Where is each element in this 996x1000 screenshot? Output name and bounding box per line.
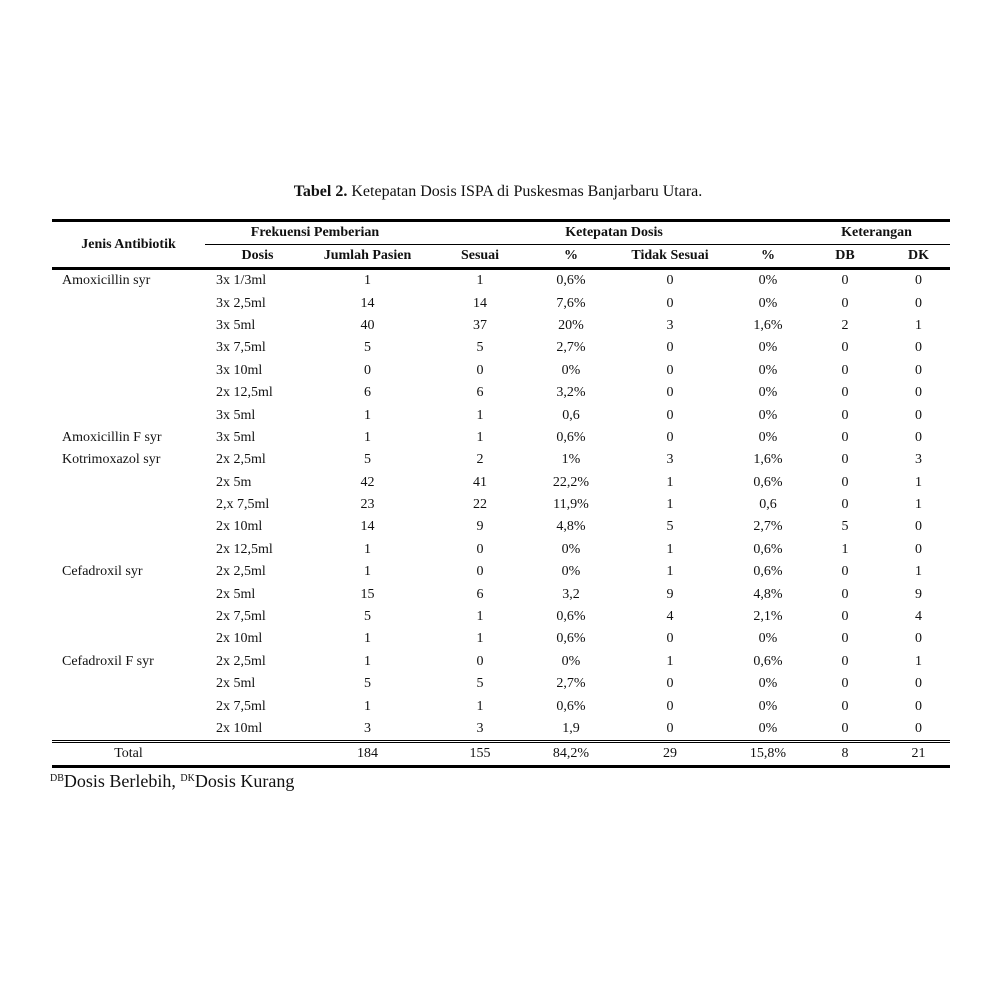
- table-cell: 5: [364, 676, 371, 692]
- table-row: [52, 337, 950, 359]
- table-cell: 0: [666, 631, 674, 647]
- table-cell: 0: [915, 698, 922, 714]
- table-cell: 1: [364, 407, 371, 423]
- table-cell: 14: [360, 295, 375, 311]
- table-cell: 0: [841, 631, 849, 647]
- table-cell: 2,7%: [556, 340, 586, 356]
- column-header: Jumlah Pasien: [310, 245, 425, 269]
- table-cell: 0%: [561, 564, 581, 580]
- table-cell: 0: [666, 676, 674, 692]
- table-cell: 0,6%: [556, 609, 586, 625]
- table-cell: [52, 404, 205, 426]
- table-cell: 2x 5ml: [216, 676, 256, 692]
- table-cell: 5: [666, 519, 674, 535]
- table-cell: 5: [841, 519, 849, 535]
- table-cell: 84,2%: [535, 742, 607, 767]
- table-cell: Cefadroxil F syr: [62, 653, 154, 669]
- table-cell: 1: [666, 541, 674, 557]
- table-cell: 5: [364, 340, 371, 356]
- table-cell: 2,1%: [753, 609, 783, 625]
- table-cell: 0: [915, 721, 922, 736]
- table-cell: 20%: [558, 317, 584, 333]
- table-cell: 3x 5ml: [216, 407, 256, 423]
- column-header: %: [535, 245, 607, 269]
- table-cell: [52, 337, 205, 359]
- footnote-db-sup: DB: [50, 773, 64, 784]
- table-cell: 3: [364, 721, 371, 736]
- header-ketepatan: Ketepatan Dosis: [425, 221, 803, 245]
- table-cell: 6: [476, 385, 484, 401]
- table-cell: 37: [473, 317, 487, 333]
- footnote: [50, 771, 294, 792]
- table-cell: 1%: [561, 452, 581, 468]
- table-cell: 42: [360, 474, 375, 490]
- table-cell: 3x 1/3ml: [216, 273, 267, 289]
- table-cell: 0: [666, 698, 674, 714]
- table-cell: [52, 583, 205, 605]
- table-cell: 0%: [758, 429, 778, 445]
- table-cell: 4,8%: [753, 586, 783, 602]
- table-cell: Kotrimoxazol syr: [62, 452, 161, 468]
- dose-accuracy-table: [52, 219, 950, 768]
- table-row: [52, 673, 950, 695]
- table-cell: 15: [360, 586, 375, 602]
- table-cell: 3: [476, 721, 484, 736]
- table-cell: 0: [666, 273, 674, 289]
- table-cell: 0: [915, 631, 922, 647]
- table-cell: 1: [476, 273, 484, 289]
- table-cell: 3x 7,5ml: [216, 340, 266, 356]
- table-cell: 1: [364, 653, 371, 669]
- table-cell: 0: [915, 295, 922, 311]
- table-cell: 29: [607, 742, 733, 767]
- table-cell: 2x 5m: [216, 474, 252, 490]
- table-cell: 0%: [758, 407, 778, 423]
- table-cell: 0: [915, 385, 922, 401]
- table-cell: 0: [915, 340, 922, 356]
- table-cell: 2x 7,5ml: [216, 698, 266, 714]
- table-row: [52, 427, 950, 449]
- table-cell: 0: [666, 340, 674, 356]
- table-cell: 0: [666, 362, 674, 378]
- table-cell: 1: [476, 698, 484, 714]
- table-cell: [52, 539, 205, 561]
- table-row: [52, 315, 950, 337]
- table-cell: 1: [915, 653, 922, 669]
- table-cell: 0: [666, 429, 674, 445]
- table-cell: 0,6%: [556, 631, 586, 647]
- column-header: Sesuai: [425, 245, 535, 269]
- table-cell: 0%: [561, 541, 581, 557]
- table-cell: 0,6: [759, 497, 777, 513]
- table-cell: 2: [476, 452, 484, 468]
- table-cell: 2x 2,5ml: [216, 653, 266, 669]
- table-row: [52, 494, 950, 516]
- table-cell: 0: [841, 295, 849, 311]
- table-cell: 0: [666, 295, 674, 311]
- table-cell: 1: [915, 474, 922, 490]
- table-cell: 0: [915, 519, 922, 535]
- table-row: [52, 651, 950, 673]
- table-cell: 1: [476, 631, 484, 647]
- table-row: [52, 292, 950, 314]
- table-cell: 7,6%: [556, 295, 586, 311]
- table-cell: 41: [473, 474, 487, 490]
- table-cell: 1: [364, 631, 371, 647]
- table-cell: 0: [841, 586, 849, 602]
- column-header: DK: [887, 245, 950, 269]
- table-cell: [52, 472, 205, 494]
- table-cell: 22: [473, 497, 487, 513]
- table-cell: 2x 12,5ml: [216, 541, 273, 557]
- table-row: [52, 695, 950, 717]
- table-cell: 0: [841, 474, 849, 490]
- table-cell: 1: [364, 429, 371, 445]
- header-keterangan: Keterangan: [803, 221, 950, 245]
- table-cell: 9: [915, 586, 922, 602]
- column-header: Dosis: [205, 245, 310, 269]
- table-row: [52, 516, 950, 538]
- table-cell: 0%: [758, 631, 778, 647]
- table-cell: 3x 10ml: [216, 362, 263, 378]
- total-row: [52, 742, 950, 767]
- table-cell: 0: [915, 407, 922, 423]
- footnote-dk-sup: DK: [180, 773, 195, 784]
- table-cell: 3: [915, 452, 922, 468]
- table-cell: 0: [364, 362, 371, 378]
- table-cell: 0%: [758, 385, 778, 401]
- table-row: [52, 472, 950, 494]
- table-cell: 9: [476, 519, 484, 535]
- table-cell: 0: [841, 340, 849, 356]
- table-cell: [52, 292, 205, 314]
- table-cell: 0%: [758, 273, 778, 289]
- header-frekuensi: Frekuensi Pemberian: [205, 221, 425, 245]
- table-cell: 0%: [561, 362, 581, 378]
- table-cell: 4: [666, 609, 674, 625]
- table-cell: [52, 628, 205, 650]
- table-row: [52, 606, 950, 628]
- table-cell: 2x 5ml: [216, 586, 256, 602]
- table-cell: 0: [841, 452, 849, 468]
- table-row: [52, 269, 950, 293]
- header-jenis: Jenis Antibiotik: [52, 221, 205, 269]
- table-cell: 0: [841, 653, 849, 669]
- table-cell: 0: [915, 429, 922, 445]
- table-cell: [52, 360, 205, 382]
- table-cell: [52, 606, 205, 628]
- table-cell: 2x 10ml: [216, 631, 263, 647]
- table-row: [52, 360, 950, 382]
- table-cell: 1: [666, 474, 674, 490]
- table-cell: 3x 2,5ml: [216, 295, 266, 311]
- table-cell: 2,7%: [556, 676, 586, 692]
- table-cell: 0: [666, 407, 674, 423]
- table-cell: Amoxicillin F syr: [62, 429, 162, 445]
- table-cell: [52, 315, 205, 337]
- table-cell: 1: [666, 653, 674, 669]
- table-cell: 1: [476, 407, 484, 423]
- table-cell: 0: [666, 385, 674, 401]
- table-cell: 5: [364, 452, 371, 468]
- table-cell: 0: [841, 609, 849, 625]
- table-cell: 2x 7,5ml: [216, 609, 266, 625]
- table-cell: 2x 10ml: [216, 519, 263, 535]
- footnote-dk-text: Dosis Kurang: [194, 771, 295, 791]
- table-cell: 5: [476, 340, 484, 356]
- table-cell: 0%: [758, 295, 778, 311]
- table-cell: 1: [364, 541, 371, 557]
- table-cell: 0%: [758, 721, 778, 736]
- table-cell: 4: [915, 609, 922, 625]
- table-cell: 1: [915, 317, 922, 333]
- table-caption: [0, 183, 996, 201]
- table-cell: 8: [803, 742, 887, 767]
- table-cell: Amoxicillin syr: [62, 273, 151, 289]
- table-cell: 0: [915, 362, 922, 378]
- table-cell: 6: [364, 385, 371, 401]
- table-cell: 1,6%: [753, 452, 783, 468]
- table-cell: 0: [841, 362, 849, 378]
- table-cell: 0: [915, 676, 922, 692]
- table-cell: 0: [841, 676, 849, 692]
- table-cell: 0%: [758, 676, 778, 692]
- table-cell: 0: [476, 653, 484, 669]
- table-cell: 0: [841, 564, 849, 580]
- table-cell: 0: [841, 273, 849, 289]
- table-cell: 3: [666, 452, 674, 468]
- table-cell: 14: [473, 295, 487, 311]
- table-cell: 0,6: [562, 407, 580, 423]
- table-cell: 0,6%: [753, 541, 783, 557]
- table-cell: 40: [360, 317, 375, 333]
- table-cell: 1: [666, 564, 674, 580]
- table-cell: 15,8%: [733, 742, 803, 767]
- table-cell: 2x 10ml: [216, 721, 263, 736]
- table-cell: 2: [841, 317, 849, 333]
- table-cell: [52, 718, 205, 742]
- table-cell: 0%: [758, 340, 778, 356]
- table-cell: 2x 2,5ml: [216, 452, 266, 468]
- table-cell: 3: [666, 317, 674, 333]
- table-cell: 6: [476, 586, 484, 602]
- table-cell: 2x 12,5ml: [216, 385, 273, 401]
- caption-label: Tabel 2.: [293, 183, 348, 200]
- caption-text: Ketepatan Dosis ISPA di Puskesmas Banjarbaru Utara.: [347, 183, 703, 200]
- table-cell: 3x 5ml: [216, 429, 256, 445]
- table-row: [52, 561, 950, 583]
- table-cell: 0,6%: [556, 698, 586, 714]
- table-row: [52, 628, 950, 650]
- table-cell: [52, 695, 205, 717]
- table-cell: 1: [841, 541, 849, 557]
- table-row: [52, 539, 950, 561]
- table-cell: 0: [666, 721, 674, 736]
- table-row: [52, 449, 950, 471]
- table-cell: 1,9: [562, 721, 580, 736]
- table-cell: 14: [360, 519, 375, 535]
- table-cell: 0: [476, 564, 484, 580]
- table-cell: 0,6%: [753, 564, 783, 580]
- table-cell: 0: [841, 429, 849, 445]
- table-cell: 1: [666, 497, 674, 513]
- table-cell: 0,6%: [556, 429, 586, 445]
- table-cell: [52, 382, 205, 404]
- table-cell: 4,8%: [556, 519, 586, 535]
- table-cell: 0: [476, 541, 484, 557]
- table-cell: 1: [915, 564, 922, 580]
- table-cell: Cefadroxil syr: [62, 564, 143, 580]
- table-cell: 0: [476, 362, 484, 378]
- table-cell: 0%: [758, 698, 778, 714]
- column-header: Tidak Sesuai: [607, 245, 733, 269]
- table-cell: 11,9%: [553, 497, 589, 513]
- table-cell: 1: [364, 564, 371, 580]
- table-cell: 9: [666, 586, 674, 602]
- table-cell: 0,6%: [753, 653, 783, 669]
- table-cell: 1: [364, 698, 371, 714]
- table-cell: 0: [841, 721, 849, 736]
- table-cell: Total: [52, 742, 205, 767]
- table-cell: 3x 5ml: [216, 317, 256, 333]
- table-cell: 0: [841, 497, 849, 513]
- table-cell: 2,7%: [753, 519, 783, 535]
- table-cell: 0%: [561, 653, 581, 669]
- table-cell: 184: [310, 742, 425, 767]
- table-cell: 0,6%: [753, 474, 783, 490]
- table-cell: 0: [841, 407, 849, 423]
- table-cell: 0,6%: [556, 273, 586, 289]
- table-cell: 0: [915, 273, 922, 289]
- table-cell: 1: [915, 497, 922, 513]
- table-cell: 2x 2,5ml: [216, 564, 266, 580]
- table-cell: 1: [476, 429, 484, 445]
- table-cell: 0%: [758, 362, 778, 378]
- table-cell: 1,6%: [753, 317, 783, 333]
- table-cell: [52, 494, 205, 516]
- table-cell: [52, 516, 205, 538]
- table-row: [52, 718, 950, 742]
- table-cell: 1: [476, 609, 484, 625]
- table-cell: 3,2%: [556, 385, 586, 401]
- table-cell: 1: [364, 273, 371, 289]
- column-header: %: [733, 245, 803, 269]
- table-row: [52, 404, 950, 426]
- table-cell: 5: [364, 609, 371, 625]
- table-cell: 0: [915, 541, 922, 557]
- table-cell: 3,2: [562, 586, 580, 602]
- footnote-db-text: Dosis Berlebih,: [63, 771, 181, 791]
- table-cell: 23: [360, 497, 375, 513]
- table-cell: 22,2%: [552, 474, 590, 490]
- table-cell: 5: [476, 676, 484, 692]
- table-cell: [205, 742, 310, 767]
- table-cell: 21: [887, 742, 950, 767]
- table-cell: 0: [841, 385, 849, 401]
- table-row: [52, 382, 950, 404]
- table-cell: 155: [425, 742, 535, 767]
- table-row: [52, 583, 950, 605]
- table-cell: 0: [841, 698, 849, 714]
- table-cell: [52, 673, 205, 695]
- column-header: DB: [803, 245, 887, 269]
- table-cell: 2,x 7,5ml: [216, 497, 270, 513]
